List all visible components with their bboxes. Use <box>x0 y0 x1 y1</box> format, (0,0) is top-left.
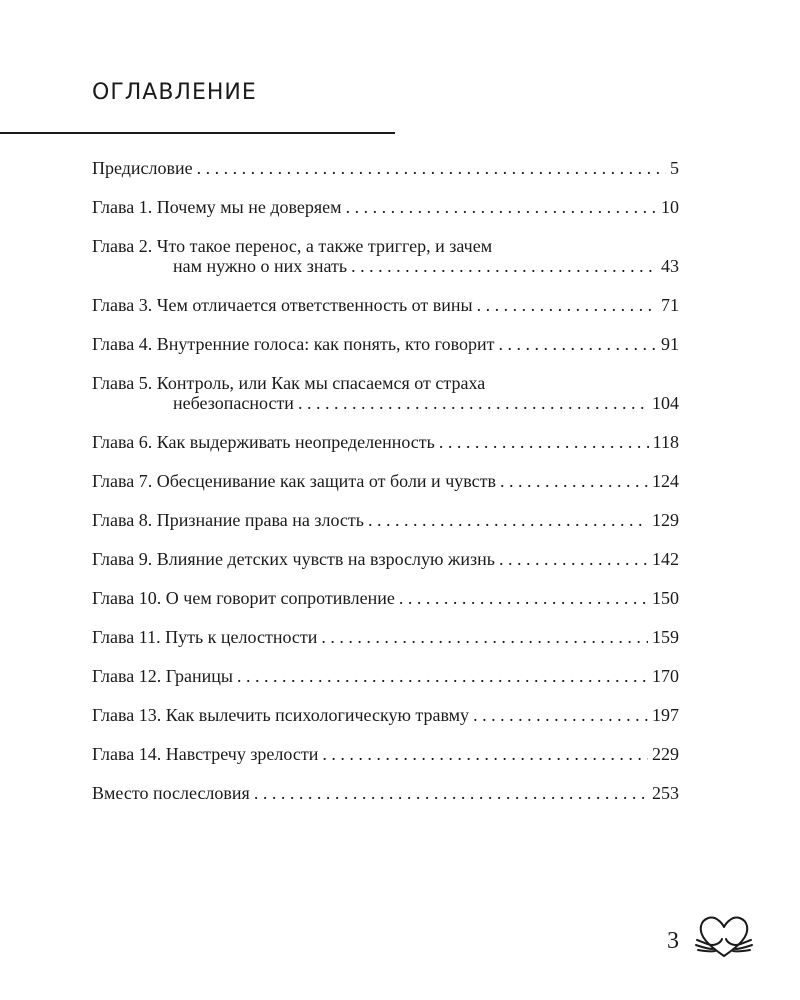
toc-entry-title: Глава 4. Внутренние голоса: как понять, кто говорит <box>92 334 495 354</box>
toc-entry-chapter-11[interactable] <box>92 627 679 647</box>
toc-entry-chapter-14[interactable] <box>92 744 679 764</box>
table-of-contents <box>92 158 679 822</box>
toc-page-number: 104 <box>652 393 679 413</box>
toc-entry-chapter-12[interactable] <box>92 666 679 686</box>
toc-entry-chapter-4[interactable] <box>92 334 679 354</box>
toc-entry-title: Глава 1. Почему мы не доверяем <box>92 197 342 217</box>
toc-entry-title: Глава 5. Контроль, или Как мы спасаемся от страха <box>92 373 486 393</box>
toc-page-number: 71 <box>661 295 679 315</box>
toc-entry-title: Глава 13. Как вылечить психологическую травму <box>92 705 470 725</box>
toc-entry-chapter-13[interactable] <box>92 705 679 725</box>
toc-entry-title-continued: небезопасности <box>173 393 294 413</box>
dot-leader <box>499 549 648 569</box>
dot-leader <box>473 705 648 725</box>
toc-page-number: 170 <box>652 666 679 686</box>
toc-entry-chapter-9[interactable] <box>92 549 679 569</box>
dot-leader <box>298 393 648 413</box>
toc-page-number: 142 <box>652 549 679 569</box>
dot-leader <box>321 627 648 647</box>
toc-page-number: 124 <box>652 471 679 491</box>
toc-page-number: 10 <box>661 197 679 217</box>
toc-page-number: 118 <box>652 432 679 452</box>
toc-entry-preface[interactable] <box>92 158 679 178</box>
dot-leader <box>500 471 648 491</box>
toc-entry-chapter-8[interactable] <box>92 510 679 530</box>
toc-entry-chapter-6[interactable] <box>92 432 679 452</box>
dot-leader <box>477 295 657 315</box>
dot-leader <box>439 432 649 452</box>
toc-page-number: 253 <box>652 783 679 803</box>
toc-page-number: 5 <box>670 158 679 178</box>
title-divider <box>0 132 395 134</box>
toc-entry-title-continued: нам нужно о них знать <box>173 256 348 276</box>
toc-entry-title: Глава 3. Чем отличается ответственность от вины <box>92 295 473 315</box>
dot-leader <box>197 158 666 178</box>
toc-entry-title: Глава 7. Обесценивание как защита от боли и чувств <box>92 471 496 491</box>
dot-leader <box>254 783 648 803</box>
toc-page-number: 150 <box>652 588 679 608</box>
toc-entry-chapter-5[interactable] <box>92 373 679 413</box>
toc-entry-title: Глава 8. Признание права на злость <box>92 510 364 530</box>
toc-entry-title: Предисловие <box>92 158 193 178</box>
toc-entry-title: Глава 6. Как выдерживать неопределенность <box>92 432 435 452</box>
dot-leader <box>351 256 657 276</box>
toc-entry-title: Вместо послесловия <box>92 783 250 803</box>
toc-entry-chapter-7[interactable] <box>92 471 679 491</box>
toc-entry-title: Глава 12. Границы <box>92 666 234 686</box>
toc-page-number: 197 <box>652 705 679 725</box>
toc-entry-title: Глава 11. Путь к целостности <box>92 627 318 647</box>
toc-entry-title: Глава 10. О чем говорит сопротивление <box>92 588 395 608</box>
dot-leader <box>346 197 657 217</box>
page-number: 3 <box>667 928 679 954</box>
toc-entry-chapter-2[interactable] <box>92 236 679 276</box>
heart-hug-icon <box>694 912 754 962</box>
dot-leader <box>498 334 657 354</box>
toc-page-number: 91 <box>661 334 679 354</box>
toc-entry-title: Глава 2. Что такое перенос, а также триггер, и зачем <box>92 236 493 256</box>
dot-leader <box>237 666 648 686</box>
dot-leader <box>368 510 648 530</box>
dot-leader <box>399 588 648 608</box>
toc-entry-title: Глава 14. Навстречу зрелости <box>92 744 319 764</box>
toc-entry-afterword[interactable] <box>92 783 679 803</box>
toc-entry-title: Глава 9. Влияние детских чувств на взрослую жизнь <box>92 549 495 569</box>
toc-page-number: 159 <box>652 627 679 647</box>
dot-leader <box>322 744 648 764</box>
toc-entry-chapter-3[interactable] <box>92 295 679 315</box>
page-title: ОГЛАВЛЕНИЕ <box>92 80 257 105</box>
toc-entry-chapter-10[interactable] <box>92 588 679 608</box>
toc-entry-chapter-1[interactable] <box>92 197 679 217</box>
toc-page-number: 229 <box>652 744 679 764</box>
toc-page-number: 43 <box>661 256 679 276</box>
toc-page-number: 129 <box>652 510 679 530</box>
